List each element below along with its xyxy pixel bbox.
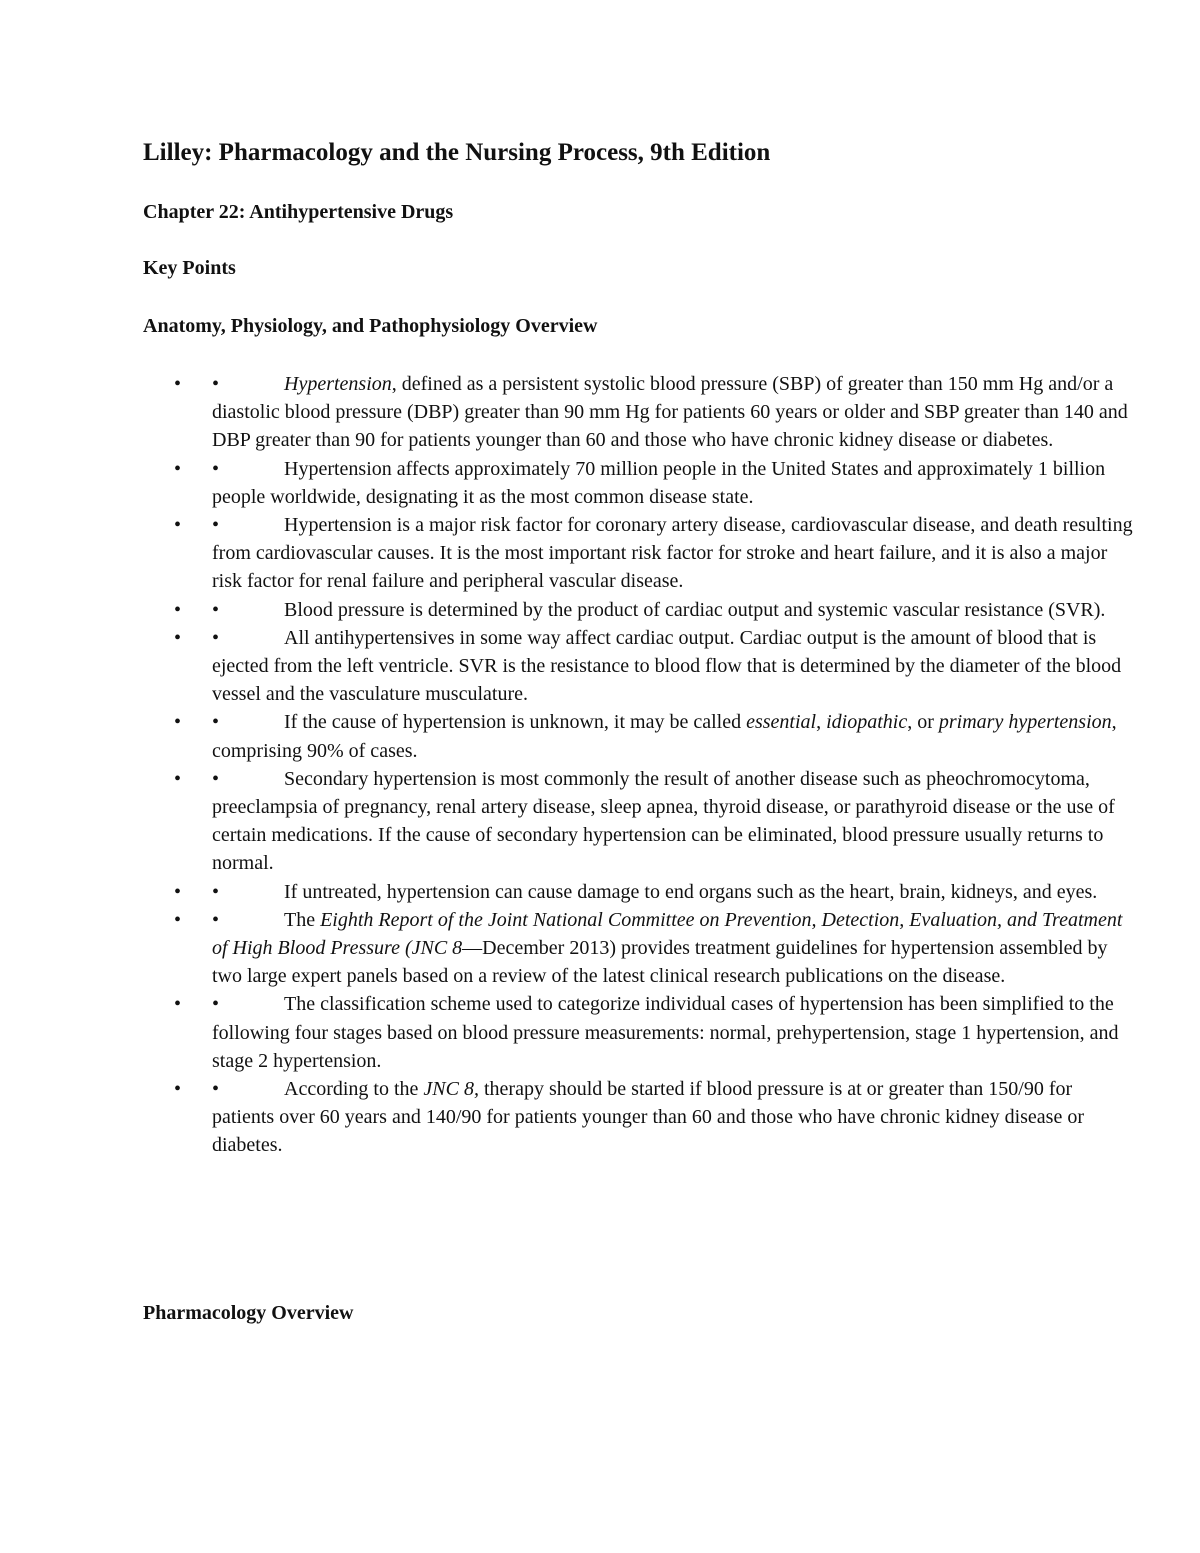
- list-item: [174, 765, 1134, 878]
- list-item: [174, 370, 1134, 455]
- list-item: [174, 624, 1134, 709]
- list-item: [174, 708, 1134, 764]
- bullet-icon: •: [212, 908, 220, 931]
- item-text: All antihypertensives in some way affect cardiac output. Cardiac output is the amount of blood that is ejected from the left ventricle. SVR is the resistance to blood flow that is determined by the diameter of the blood vessel and the vasculature musculature.: [212, 626, 1122, 706]
- pharmacology-heading: Pharmacology Overview: [143, 1302, 354, 1324]
- item-text: The: [284, 908, 321, 931]
- bullet-icon: •: [174, 993, 182, 1016]
- list-item: [174, 1075, 1134, 1160]
- item-text: If untreated, hypertension can cause damage to end organs such as the heart, brain, kidneys, and eyes.: [284, 880, 1098, 903]
- section-heading: Anatomy, Physiology, and Pathophysiology Overview: [143, 315, 598, 337]
- list-item: [174, 455, 1134, 511]
- item-text: Hypertension is a major risk factor for coronary artery disease, cardiovascular disease, and death resulting from cardiovascular causes. It is the most important risk factor for stroke and heart failure, and it is also a major risk factor for renal failure and peripheral vascular disease.: [212, 514, 1133, 593]
- item-text: , defined as a persistent systolic blood pressure (SBP) of greater than 150 mm Hg and/or a diastolic blood pressure (DBP) greater than 90 mm Hg for patients 60 years or older and SBP greater than 140 and DBP greater than 90 for patients younger than 60 and those who have chronic kidney disease or diabetes.: [212, 373, 1128, 452]
- report-title: Eighth Report of the Joint National Committee on Prevention, Detection, Evaluation, and Treatment of High Blood Pressure (JNC 8: [212, 908, 1123, 960]
- bullet-icon: •: [212, 626, 220, 649]
- bullet-icon: •: [174, 1078, 182, 1101]
- item-text: ,: [816, 711, 827, 734]
- bullet-icon: •: [212, 711, 220, 734]
- key-points-heading: Key Points: [143, 257, 236, 279]
- item-text: , or: [907, 711, 939, 734]
- bullet-icon: •: [174, 626, 182, 649]
- item-text: According to the: [284, 1078, 424, 1101]
- item-text: —December 2013) provides treatment guidelines for hypertension assembled by two large expert panels based on a review of the latest clinical research publications on the disease.: [212, 937, 1108, 988]
- key-points-list: [174, 370, 1134, 1160]
- term-primary-hypertension: primary hypertension: [938, 711, 1112, 734]
- bullet-icon: •: [174, 514, 182, 537]
- item-text: Hypertension affects approximately 70 million people in the United States and approximately 1 billion people worldwide, designating it as the most common disease state.: [212, 457, 1106, 508]
- list-item: [174, 906, 1134, 991]
- bullet-icon: •: [212, 598, 220, 621]
- bullet-icon: •: [212, 767, 220, 790]
- bullet-icon: •: [174, 880, 182, 903]
- bullet-icon: •: [212, 1078, 220, 1101]
- bullet-icon: •: [174, 598, 182, 621]
- item-text: Secondary hypertension is most commonly the result of another disease such as pheochromocytoma, preeclampsia of pregnancy, renal artery disease, sleep apnea, thyroid disease, or parathyroid disease or the use of certain medications. If the cause of secondary hypertension can be eliminated, blood pressure usually returns to normal.: [212, 767, 1115, 875]
- list-item: [174, 596, 1134, 624]
- term-hypertension: Hypertension: [284, 373, 392, 395]
- bullet-icon: •: [174, 373, 182, 395]
- bullet-icon: •: [174, 711, 182, 734]
- bullet-icon: •: [212, 993, 220, 1016]
- bullet-icon: •: [174, 457, 182, 480]
- bullet-icon: •: [174, 908, 182, 931]
- bullet-icon: •: [212, 514, 220, 537]
- list-item: [174, 878, 1134, 906]
- term-jnc-8: JNC 8,: [423, 1078, 479, 1101]
- chapter-title: Chapter 22: Antihypertensive Drugs: [143, 201, 454, 223]
- term-idiopathic: idiopathic: [826, 711, 908, 734]
- item-text: Blood pressure is determined by the product of cardiac output and systemic vascular resistance (SVR).: [284, 598, 1106, 621]
- bullet-icon: •: [174, 767, 182, 790]
- list-item: [174, 990, 1134, 1075]
- item-text: The classification scheme used to categorize individual cases of hypertension has been simplified to the following four stages based on blood pressure measurements: normal, prehypertension, stage 1 hypertension, and stage 2 hypertension.: [212, 993, 1119, 1072]
- item-text: , comprising 90% of cases.: [212, 711, 1117, 762]
- item-text: therapy should be started if blood pressure is at or greater than 150/90 for patients over 60 years and 140/90 for patients younger than 60 and those who have chronic kidney disease or diabetes.: [212, 1078, 1084, 1157]
- item-text: If the cause of hypertension is unknown, it may be called: [284, 711, 747, 734]
- bullet-icon: •: [212, 373, 220, 395]
- bullet-icon: •: [212, 880, 220, 903]
- bullet-icon: •: [212, 457, 220, 480]
- list-item: [174, 511, 1134, 596]
- term-essential: essential: [746, 711, 817, 734]
- book-title: Lilley: Pharmacology and the Nursing Process, 9th Edition: [143, 139, 771, 166]
